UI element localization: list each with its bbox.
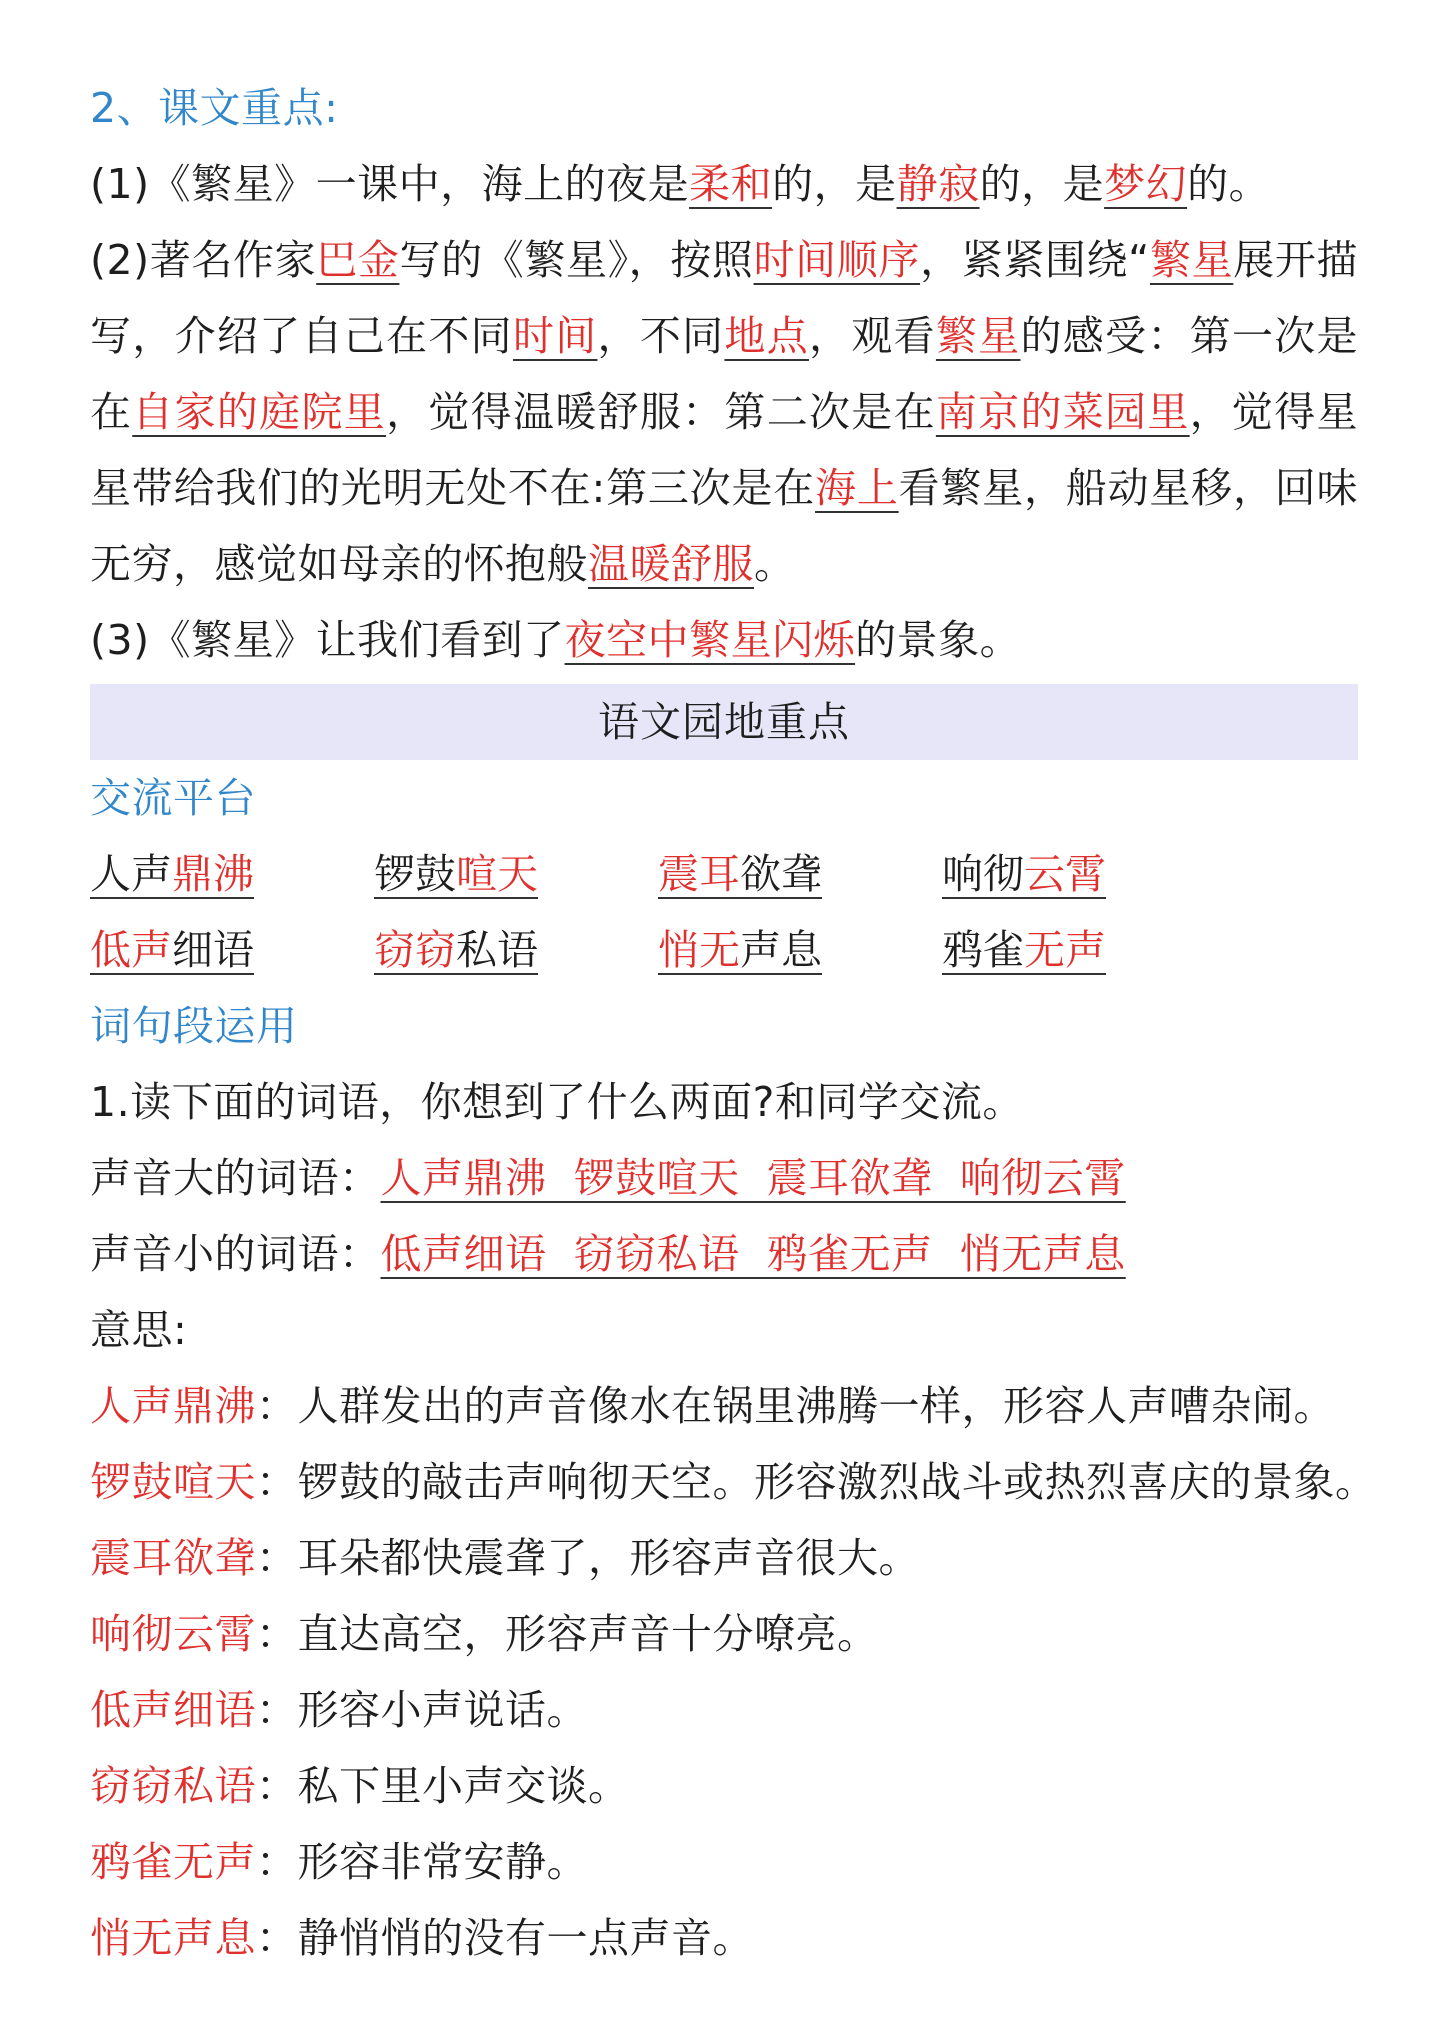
answer-blank: 鼎沸: [172, 850, 254, 898]
definition-text: ：静悄悄的没有一点声音。: [256, 1914, 754, 1962]
answer-blank: 时间顺序: [753, 236, 921, 284]
answer-blank: 南京的菜园里: [935, 388, 1190, 436]
text: ，觉得温暖舒服：第二次是在: [386, 388, 936, 436]
text: 声息: [740, 926, 822, 974]
answer-blank: 窃窃: [374, 926, 456, 974]
answer-blank: 自家的庭院里: [132, 388, 387, 436]
text: 锣鼓: [374, 850, 456, 898]
idiom-row-2: [90, 912, 1358, 988]
definition-term: 锣鼓喧天: [90, 1458, 256, 1506]
definition-text: ：形容非常安静。: [256, 1838, 588, 1886]
definition-item: [90, 1824, 1358, 1900]
text: ，紧紧围绕“: [920, 236, 1150, 284]
definition-item: [90, 1672, 1358, 1748]
idiom-text: [90, 850, 254, 898]
answer-blank: 海上: [815, 464, 899, 512]
idiom-item: [942, 912, 1226, 988]
definition-text: ：直达高空，形容声音十分嘹亮。: [256, 1610, 879, 1658]
idiom-text: [942, 850, 1106, 898]
definition-term: 鸦雀无声: [90, 1838, 256, 1886]
definition-term: 人声鼎沸: [90, 1382, 256, 1430]
usage-question-1: 1.读下面的词语，你想到了什么两面?和同学交流。: [90, 1078, 1024, 1126]
definition-term: 低声细语: [90, 1686, 256, 1734]
text: 的，是: [772, 160, 897, 208]
definition-item: [90, 1444, 1377, 1520]
answer-blank: 静寂: [896, 160, 980, 208]
idiom-text: [374, 926, 538, 974]
idiom-text: [658, 850, 822, 898]
text: 展开描写，介绍了自己在不同: [90, 236, 1359, 360]
text: (1)《繁星》一课中，海上的夜是: [90, 160, 690, 208]
text: 的。: [1187, 160, 1271, 208]
usage-heading: 词句段运用: [90, 1002, 298, 1050]
definition-item: [90, 1596, 1358, 1672]
text: (3)《繁星》让我们看到了: [90, 616, 565, 664]
definition-text: ：私下里小声交谈。: [256, 1762, 630, 1810]
idiom-item: [658, 836, 942, 912]
idiom-text: [90, 926, 254, 974]
text: 的感受：第一次是在: [90, 312, 1359, 436]
idiom-item: [374, 912, 658, 988]
answer-blank: 温暖舒服: [588, 540, 754, 588]
document-page: [90, 70, 1377, 1976]
loud-words-line: [90, 1140, 1358, 1216]
meaning-label: 意思:: [90, 1306, 188, 1354]
quiet-words-answer: 低声细语 窃窃私语 鸦雀无声 悄无声息: [380, 1230, 1126, 1278]
loud-words-label: 声音大的词语：: [90, 1154, 381, 1202]
key-point-1: [90, 146, 1358, 222]
answer-blank: 梦幻: [1104, 160, 1188, 208]
answer-blank: 喧天: [456, 850, 538, 898]
answer-blank: 巴金: [316, 236, 400, 284]
idiom-text: [658, 926, 822, 974]
idiom-row-1: [90, 836, 1358, 912]
idiom-item: [942, 836, 1226, 912]
idiom-text: [942, 926, 1106, 974]
text: 人声: [90, 850, 172, 898]
definition-text: ：人群发出的声音像水在锅里沸腾一样，形容人声嘈杂闹。: [256, 1382, 1335, 1430]
text: 的景象。: [855, 616, 1022, 664]
definition-text: ：锣鼓的敲击声响彻天空。形容激烈战斗或热烈喜庆的景象。: [256, 1458, 1377, 1506]
section-heading-key-points: 2、课文重点:: [90, 84, 339, 132]
text: ，觉得星星带给我们的光明无处不在:第三次是在: [90, 388, 1359, 512]
answer-blank: 夜空中繁星闪烁: [564, 616, 856, 664]
loud-words-answer: 人声鼎沸 锣鼓喧天 震耳欲聋 响彻云霄: [380, 1154, 1126, 1202]
answer-blank: 低声: [90, 926, 172, 974]
text: 鸦雀: [942, 926, 1024, 974]
key-point-3: [90, 602, 1358, 678]
text: 响彻: [942, 850, 1024, 898]
text: (2)著名作家: [90, 236, 317, 284]
text: 私语: [456, 926, 538, 974]
text: 细语: [172, 926, 254, 974]
idiom-text: [374, 850, 538, 898]
idiom-item: [90, 836, 374, 912]
definition-text: ：形容小声说话。: [256, 1686, 588, 1734]
idiom-item: [658, 912, 942, 988]
answer-blank: 云霄: [1024, 850, 1106, 898]
text: 的，是: [979, 160, 1105, 208]
text: ，观看: [809, 312, 936, 360]
idiom-item: [374, 836, 658, 912]
answer-blank: 地点: [724, 312, 810, 360]
definition-item: [90, 1748, 1358, 1824]
key-point-2: [90, 222, 1358, 602]
definition-term: 震耳欲聋: [90, 1534, 256, 1582]
definition-item: [90, 1900, 1358, 1976]
text: 欲聋: [740, 850, 822, 898]
quiet-words-line: [90, 1216, 1358, 1292]
answer-blank: 时间: [512, 312, 598, 360]
answer-blank: 繁星: [935, 312, 1021, 360]
definition-item: [90, 1520, 1358, 1596]
definition-term: 响彻云霄: [90, 1610, 256, 1658]
quiet-words-label: 声音小的词语：: [90, 1230, 381, 1278]
answer-blank: 悄无: [658, 926, 740, 974]
text: 。: [754, 540, 796, 588]
definition-term: 窃窃私语: [90, 1762, 256, 1810]
text: 写的《繁星》，按照: [399, 236, 754, 284]
text: ，不同: [597, 312, 725, 360]
idiom-item: [90, 912, 374, 988]
section-banner: 语文园地重点: [90, 684, 1358, 760]
definition-text: ：耳朵都快震聋了，形容声音很大。: [256, 1534, 920, 1582]
text: 看繁星，船动星移，回味无穷，感觉如母亲的怀抱般: [90, 464, 1359, 588]
exchange-heading: 交流平台: [90, 774, 256, 822]
definition-term: 悄无声息: [90, 1914, 256, 1962]
answer-blank: 柔和: [689, 160, 773, 208]
definition-item: [90, 1368, 1358, 1444]
answer-blank: 繁星: [1149, 236, 1234, 284]
answer-blank: 无声: [1024, 926, 1106, 974]
answer-blank: 震耳: [658, 850, 740, 898]
